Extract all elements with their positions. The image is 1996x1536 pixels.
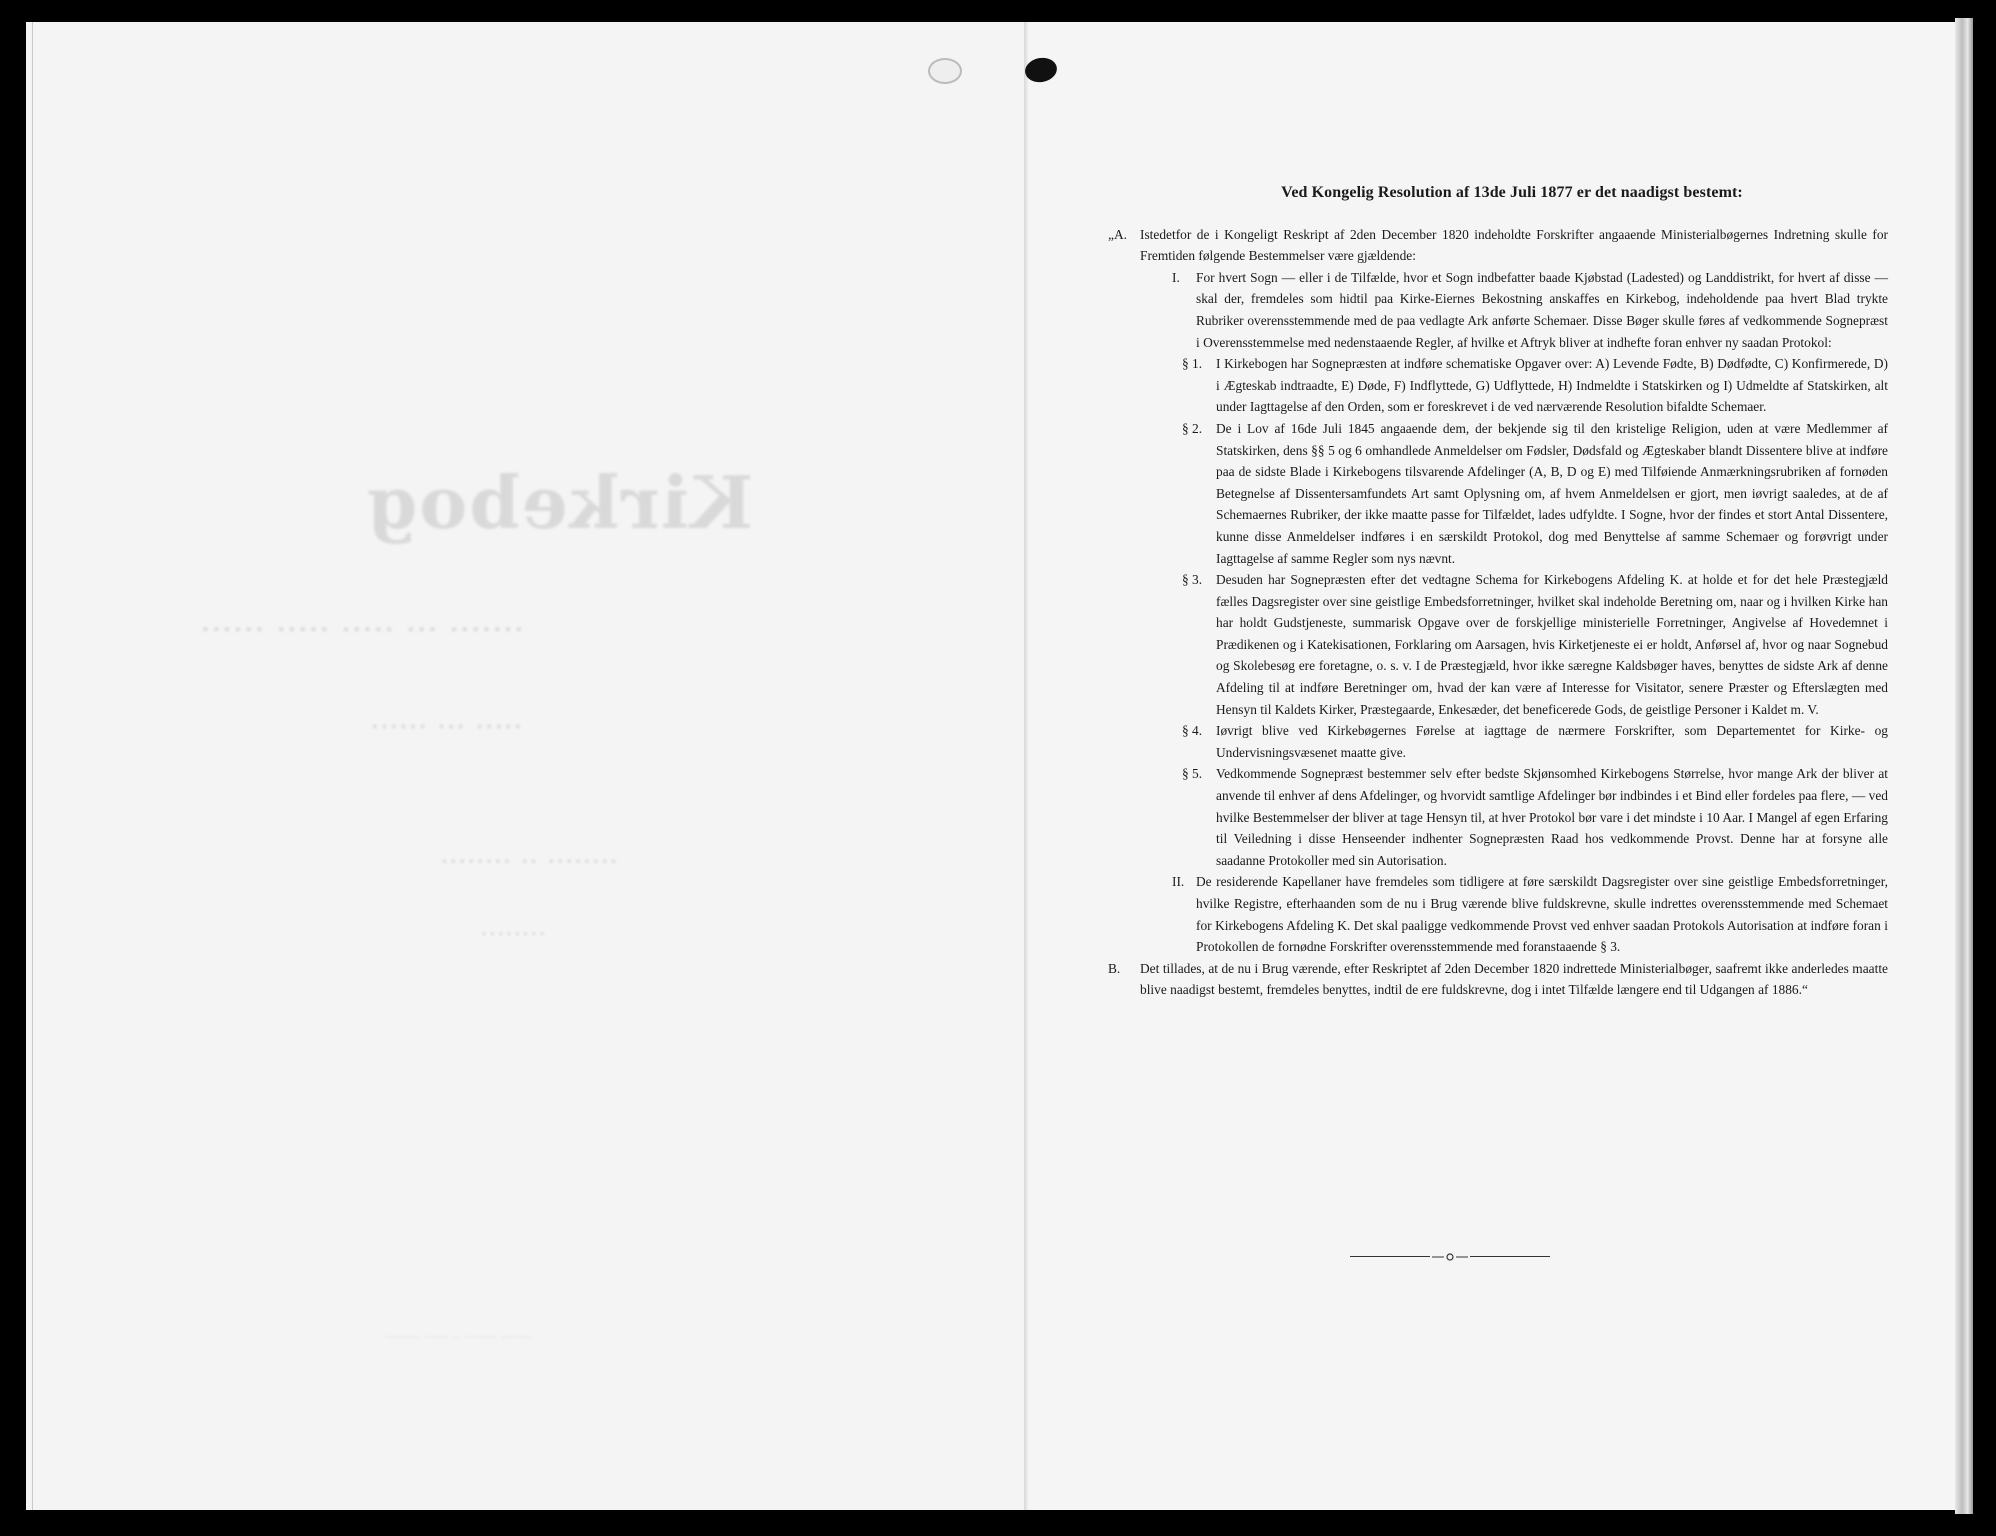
section-paragraph <box>1182 763 1888 871</box>
section-marker: § 5. <box>1182 766 1203 782</box>
bleed-through-line: ········ ·· ········ <box>440 845 619 878</box>
section-text: Vedkommende Sognepræst bestemmer selv efter bedste Skjønsomhed Kirkebogens Størrelse, hvor mange Ark der bliver at anvende til enhver af dens Afdelinger, og hvorvidt samtlige Afdelinger bør indbindes i et Bind eller fordeles paa flere, — ved hvilke Bestemmelser der bliver at tage Hensyn til, at hver Protokol bør vare i det mindste i 10 Aar. I Mangel af egen Erfaring til Veiledning i disse Henseender indhenter Sognepræsten Raad hos vedkommende Provst. Denne har at forsyne alle saadanne Protokoller med sin Autorisation. <box>1216 766 1888 868</box>
section-text: De i Lov af 16de Juli 1845 angaaende dem, der bekjende sig til den kristelige Religion, uden at være Medlemmer af Statskirken, dens §§ 5 og 6 omhandlede Anmeldelser om Fødsler, Dødsfald og Ægteskaber blandt Dissentere blive at indføre paa de sidste Blade i Kirkebogens tilsvarende Afdelinger (A, B, D og E) med Tilføiende Anmærkningsrubriken af fornøden Betegnelse af Dissentersamfundets Art samt Oplysning om, af hvem Anmeldelsen er gjort, men iøvrigt saaledes, at de af Schemaernes Rubriker, der ikke maatte passe for Tilfældet, lades udfyldte. I Sogne, hvor der findes et stort Antal Dissentere, kunne disse Anmeldelser indføres i en særskildt Protokol, dog med Benyttelse af samme Schemaer og forøvrigt under Iagttagelse af samme Regler som nys nævnt. <box>1216 420 1888 566</box>
sections-list <box>1108 224 1888 1001</box>
section-paragraph <box>1182 418 1888 569</box>
ornament-center-icon <box>1430 1252 1470 1262</box>
section-paragraph <box>1182 569 1888 720</box>
section-text: I Kirkebogen har Sognepræsten at indføre schematiske Opgaver over: A) Levende Fødte, B) Dødfødte, C) Konfirmerede, D) i Ægteskab indtraadte, E) Døde, F) Indflyttede, G) Udflyttede, H) Indmeldte i Statskirken og I) Udmeldte af Statskirken, alt under Iagttagelse af den Orden, som er foreskrevet i de ved nærværende Resolution bifaldte Schemaer. <box>1216 356 1888 415</box>
page-edge-line <box>32 22 33 1510</box>
page-heading: Ved Kongelig Resolution af 13de Juli 1877 er det naadigst bestemt: <box>1281 184 1743 201</box>
section-marker: § 3. <box>1182 572 1203 588</box>
bleed-through-line: ······· ······· ·· ····· ········ <box>385 1330 532 1346</box>
section-text: For hvert Sogn — eller i de Tilfælde, hvor et Sogn indbefatter baade Kjøbstad (Ladested) og Landdistrikt, for hvert af disse — skal der, fremdeles som hidtil paa Kirke-Eiernes Bekostning anskaffes en Kirkebog, indeholdende paa hvert Blad trykte Rubriker overensstemmende med de paa vedlagte Ark anførte Schemaer. Disse Bøger skulle føres af vedkommende Sognepræst i Overensstemmelse med nedenstaaende Regler, af hvilke et Aftryk bliver at indhefte foran enhver ny saadan Protokol: <box>1196 269 1888 350</box>
section-paragraph <box>1182 720 1888 763</box>
section-marker: § 4. <box>1182 723 1203 739</box>
section-marker: § 2. <box>1182 420 1203 436</box>
section-marker: B. <box>1108 960 1121 976</box>
section-paragraph <box>1108 224 1888 267</box>
section-text: Iøvrigt blive ved Kirkebøgernes Førelse at iagttage de nærmere Forskrifter, som Departementet for Kirke- og Undervisningsvæsenet maatte give. <box>1216 723 1888 760</box>
section-paragraph <box>1140 267 1888 353</box>
section-text: Det tillades, at de nu i Brug værende, efter Reskriptet af 2den December 1820 indrettede Ministerialbøger, saafremt ikke anderledes maatte blive naadigst bestemt, fremdeles benyttes, indtil de ere fuldskrevne, dog i intet Tilfælde længere end til Udgangen af 1886.“ <box>1140 960 1888 998</box>
binding-hole-left <box>928 58 962 84</box>
section-paragraph <box>1108 958 1888 1001</box>
resolution-text <box>1108 182 1888 1001</box>
section-marker: „A. <box>1108 226 1127 242</box>
section-text: Desuden har Sognepræsten efter det vedtagne Schema for Kirkebogens Afdeling K. at holde et for det hele Præstegjæld fælles Dagsregister over sine geistlige Embedsforretninger, hvilket skal indeholde Beretning om, naar og i hvilken Kirke han har holdt Gudstjeneste, summarisk Opgave over de forskjellige ministerielle Forretninger, Angivelse af Hovedemnet i Prædikenen og i Katekisationen, Forklaring om Aarsagen, hvis Kirketjeneste ei er holdt, Anførsel af, hvor og naar Sognebud og Skolebesøg ere foretagne, o. s. v. I de Præstegjæld, hvor ikke særegne Kaldsbøger haves, benyttes de sidste Ark af denne Afdeling til at indføre Beretninger om, hvad der kan være af Interesse for Visitator, senere Præster og Efterslægten med Hensyn til Kaldets Kirker, Præstegaarde, Enkesæder, det beneficerede Gods, de geistlige Personer i Kaldet m. V. <box>1216 572 1888 717</box>
left-page <box>26 22 1026 1510</box>
bleed-through-line: ····· ··· ······ <box>370 710 523 745</box>
section-marker: II. <box>1172 874 1185 890</box>
section-text: De residerende Kapellaner have fremdeles som tidligere at føre særskildt Dagsregister over sine geistlige Embedsforretninger, hvilke Registre, efterhaanden som de nu i Brug værende blive fuldskrevne, skulle indrettes overensstemmende med Schemaet for Kirkebogens Afdeling K. Det skal paaligge vedkommende Provst ved enhver saadan Protokols Autorisation at indføre foran i Protokollen de fornødne Forskrifter overensstemmende med foranstaaende § 3. <box>1196 874 1888 955</box>
section-marker: § 1. <box>1182 356 1203 372</box>
closing-ornament <box>1350 1252 1550 1262</box>
bleed-through-line: ········ <box>480 920 547 950</box>
section-marker: I. <box>1172 269 1180 285</box>
section-paragraph <box>1182 353 1888 418</box>
bleed-through-line: ······· ··· ····· ····· ······ <box>200 610 525 650</box>
bleed-through-title: Kirkebog <box>365 460 754 545</box>
book-gutter <box>1024 22 1028 1510</box>
section-paragraph <box>1140 871 1888 957</box>
section-text: Istedetfor de i Kongeligt Reskript af 2den December 1820 indeholdte Forskrifter angaaende Ministerialbøgernes Indretning skulle for Fremtiden følgende Bestemmelser være gjældende: <box>1140 226 1888 264</box>
page-stack-edge <box>1955 18 1973 1514</box>
